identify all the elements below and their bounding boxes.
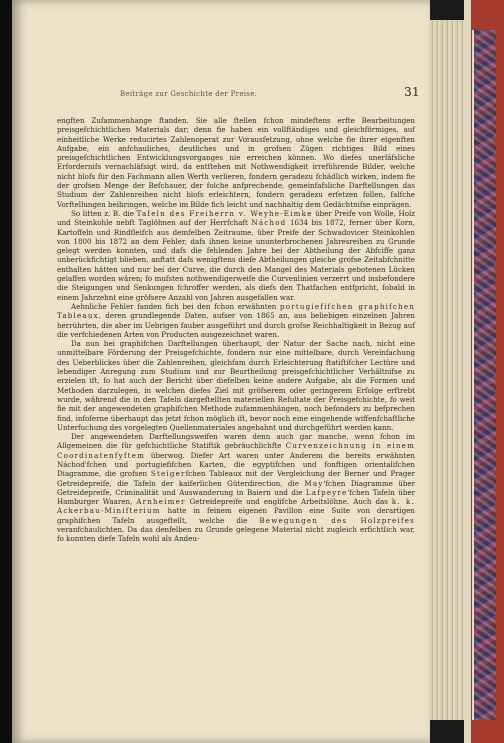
spaced-text: portugiefifchen graphifchen Tableaux	[57, 301, 415, 321]
text-run: 'fchen Tafeln über Hamburger Waaren,	[57, 487, 415, 507]
spaced-text: Steiger	[150, 469, 186, 479]
spaced-text: May	[304, 478, 324, 488]
text-run: engften Zufammenhange ftanden. Sie alle ftellen fchon mindeftens erfte Bearbeitungen preisgefchichtlichen Materials dar; denn fie haben ein vollftändiges und gleichförmiges, auf einheitliche Werke reducirtes Zahlenoperat zur Vorausfetzung, ohne welche fie ihrer eigenften Aufgabe, ein anfchauliches, deutliches und in grofsen Zügen richtiges Bild eines preisgefchichtlichen Entwicklungsvorganges nie erreichen können. Wo diefes unerläfsliche Erfordernifs vernachläfsigt wird, da entftehen mit Nothwendigkeit irreführende Bilder, welche nicht blofs für den Fachmann allen Werth verlieren, fondern geradezu fchädlich wirken, indem fie der grofsen Menge der Befchauer, der folche anfprechende, gemeinfafsliche Darftellungen das Studium der Zahlenreihen nicht blofs erleichtern, fondern geradezu erfetzen follen, falfche Vorftellungen beibringen, welche im Bilde fich leicht und nachhaltig dem Gedächtnifse einprägen.	[57, 116, 415, 209]
marbled-edge	[472, 30, 496, 720]
text-run: veranfchaulichten. Da das denfelben zu Grunde gelegene Material nicht zugleich erfichtlich war, fo konnten diefe Tafeln wohl als Andeu-	[57, 525, 415, 544]
paragraph	[57, 116, 415, 209]
text-run: hatte in feinem eigenen Pavillon eine Suite von derartigen graphifchen Tafeln ausgeftellt, welche die	[57, 506, 415, 525]
page-header	[120, 85, 420, 102]
text-run: Aehnliche Fehler fanden fich bei den fchon erwähnten	[71, 301, 281, 311]
text-run: fchen Tableaux mit der Vergleichung der Berner und Prager Getreidepreife, die Tafeln der kaiferlichen Güterdirection, die	[57, 469, 416, 488]
spaced-text: Náchod	[251, 218, 287, 228]
text-run: , deren grundlegende Daten, aufser von 1865 an, aus beliebigen einzelnen Jahren herrührten, die aber im Uebrigen fauber ausgeführt und durch grofse Reichhaltigkeit in Bezug auf die verfchiedenen Arten von Producten ausgezeichnet waren.	[57, 311, 415, 339]
text-run: 'fchen Diagramme über Getreidepreife, Criminalität und Auswanderung in Baiern und die	[57, 478, 415, 497]
cover-edge	[464, 0, 471, 743]
spaced-text: Lafpeyre	[305, 487, 348, 497]
text-run: Der angewendeten Darftellungsweifen waren denn auch gar manche, wenn fchon im Allgemeinen die für gefchichtliche Statiftik gebräuchlichfte	[57, 432, 415, 451]
text-run: Getreidepreife und englifche Arbeitslöhne. Auch das	[185, 497, 392, 507]
running-head: Beiträge zur Geschichte der Preise.	[120, 90, 258, 98]
spaced-text: Tafeln des Freiherrn v. Weyhe-Eimke	[136, 208, 313, 218]
text-run: Da nun bei graphifchen Darftellungen überhaupt, der Natur der Sache nach, nicht eine unmittelbare Förderung der Preisgefchichte, fondern nur eine mittelbare, durch Vereinfachung des Ueberblickes über die Zahlenreihen, gleichfam durch Erleichterung ftatiftifcher Lectüre und lebendiger Anregung zum Studium und zur Beurtheilung preisgefchichtlicher Verhältnifse zu erzielen ift, fo hat auch der Bericht über diefelben keine andere Aufgabe, als die Formen und Methoden darzulegen, in welchen diefes Ziel mit gröfserem oder geringerem Erfolge erftrebt wurde, während die in den Tafeln dargeftellten materiellen Refultate der Preisgefchichte, fo weit fie mit der angewendeten graphifchen Methode zufammenhängen, noch befonders zu befprechen find, infoferne überhaupt das jetzt fchon möglich ift, bevor noch eine eingehende wiffenfchaftliche Unterfuchung des vorgelegten Quellenmateriales angebahnt und durchgeführt werden kann.	[57, 339, 415, 432]
body-text	[57, 116, 415, 544]
text-run: 1634 bis 1872, ferner über Korn, Kartoffeln und Rindfleifch aus demfelben Zeitraume, über Preife der Schwadovicer Steinkohlen von 1800 bis 1872 an dem Fehler, dafs ihnen keine ununterbrochenen Jahresreihen zu Grunde gelegt werden konnten, und dafs die fehlenden Jahre bei der Abtheilung der Abfciffe ganz unberückfichtigt blieben, anftatt dafs wenigftens diefe Abtheilungen gleiche grofse Zeitabfchnitte enthalten hätten und nur bei der Curve, die durch den Mangel des Materials gebotenen Lücken gelaffen worden wären; fo mufsten nothwendigerweife die Curvenlinien verzerrt und insbefondere die Steigungen und Senkungen fchroffer werden, als diefs den Thatfachen entfpricht, fobald in einem Jahrzehnt eine gröfsere Anzahl von Jahren ausgefallen war.	[57, 218, 415, 302]
text-run: So litten z. B. die	[71, 208, 137, 218]
paragraph	[57, 209, 415, 302]
paragraph	[57, 339, 415, 432]
spaced-text: k. k. Ackerbau-Minifterium	[57, 497, 415, 516]
page-number: 31	[404, 85, 420, 99]
paragraph	[57, 302, 415, 339]
spaced-text: Curvenzeichnung in einem Coordinatenfyftem	[57, 441, 416, 460]
book-spine-shadow	[0, 0, 12, 743]
spaced-text: Arnheimer	[136, 497, 186, 507]
page-edges	[430, 20, 464, 720]
text-run: über Preife von Wolle, Holz und Steinkohle nebft Taglöhnen auf der Herrfchaft	[57, 208, 415, 228]
spaced-text: Bewegungen des Holzpreifes	[259, 515, 415, 525]
paragraph	[57, 432, 415, 544]
text-run: überwog. Diefer Art waren unter Anderem die bereits erwähnten Náchod'fchen und portugiefifchen Karten, die egyptifchen und fonftigen orientalifchen Diagramme, die grofsen	[57, 450, 415, 479]
